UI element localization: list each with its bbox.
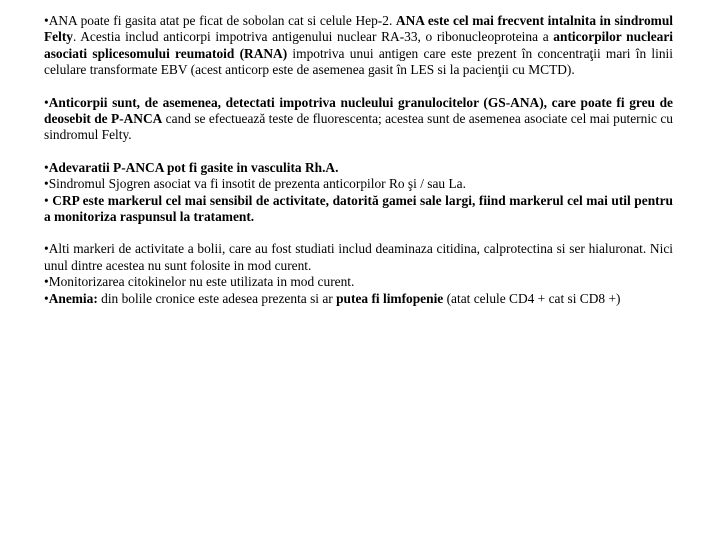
paragraph-cytokines bbox=[44, 274, 673, 290]
text-segment: Alti markeri de activitate a bolii, care au fost studiati includ deaminaza citidina, calprotectina si ser hialuronat. Nici unul dintre acestea nu sunt folosite in mod curent. bbox=[44, 241, 673, 273]
bullet: • bbox=[44, 290, 49, 306]
text-segment: impotriva unui antigen care este prezent în concentraţii mari în linii celulare transformate EBV (acest anticorp este de asemenea gasit în LES si la pacienţii cu MCTD). bbox=[44, 45, 673, 78]
bullet: • bbox=[44, 13, 49, 28]
bullet: • bbox=[44, 159, 49, 175]
paragraph-sjogren bbox=[44, 176, 673, 192]
text-segment: din bolile cronice este adesea prezenta si ar bbox=[97, 290, 337, 306]
paragraph-ana bbox=[44, 13, 673, 79]
text-segment: . Acestia includ anticorpi impotriva antigenului nuclear RA-33, o ribonucleoproteina a bbox=[73, 29, 554, 45]
paragraph-other-markers bbox=[44, 241, 673, 274]
bold-segment: Anemia: bbox=[48, 290, 98, 306]
bullet: • bbox=[44, 192, 49, 208]
paragraph-p-anca bbox=[44, 160, 673, 176]
bullet: • bbox=[44, 94, 49, 110]
paragraph-anemia bbox=[44, 291, 673, 307]
paragraph-crp bbox=[44, 193, 673, 226]
slide-body bbox=[44, 13, 673, 307]
bold-segment: putea fi limfopenie bbox=[336, 290, 444, 306]
text-segment: (atat celule CD4 + cat si CD8 +) bbox=[443, 290, 621, 306]
bullet: • bbox=[44, 176, 49, 192]
text-segment: ANA poate fi gasita atat pe ficat de sobolan cat si celule Hep-2. bbox=[48, 13, 396, 28]
text-segment: cand se efectuează teste de fluorescenta; acestea sunt de asemenea asociate cel mai puternic cu sindromul Felty. bbox=[44, 111, 673, 143]
bold-segment: Anticorpii sunt, de asemenea, detectati impotriva nucleului granulocitelor (GS-ANA), care poate fi greu de deosebit de P-ANCA bbox=[44, 94, 673, 127]
bullet: • bbox=[44, 241, 49, 257]
bold-segment: CRP este markerul cel mai sensibil de activitate, datorită gamei sale largi, fiind markerul cel mai util pentru a monitoriza raspunsul la tratament. bbox=[44, 192, 673, 225]
paragraph-gs-ana bbox=[44, 95, 673, 144]
bold-segment: anticorpilor nucleari asociati splicesomului reumatoid (RANA) bbox=[44, 29, 673, 61]
text-segment: Monitorizarea citokinelor nu este utilizata in mod curent. bbox=[48, 274, 355, 290]
text-segment: Sindromul Sjogren asociat va fi insotit de prezenta anticorpilor Ro şi / sau La. bbox=[48, 176, 466, 192]
bold-segment: Adevaratii P-ANCA pot fi gasite in vasculita Rh.A. bbox=[48, 159, 339, 175]
bold-segment: ANA este cel mai frecvent intalnita in sindromul Felty bbox=[44, 13, 673, 45]
bullet: • bbox=[44, 274, 49, 290]
